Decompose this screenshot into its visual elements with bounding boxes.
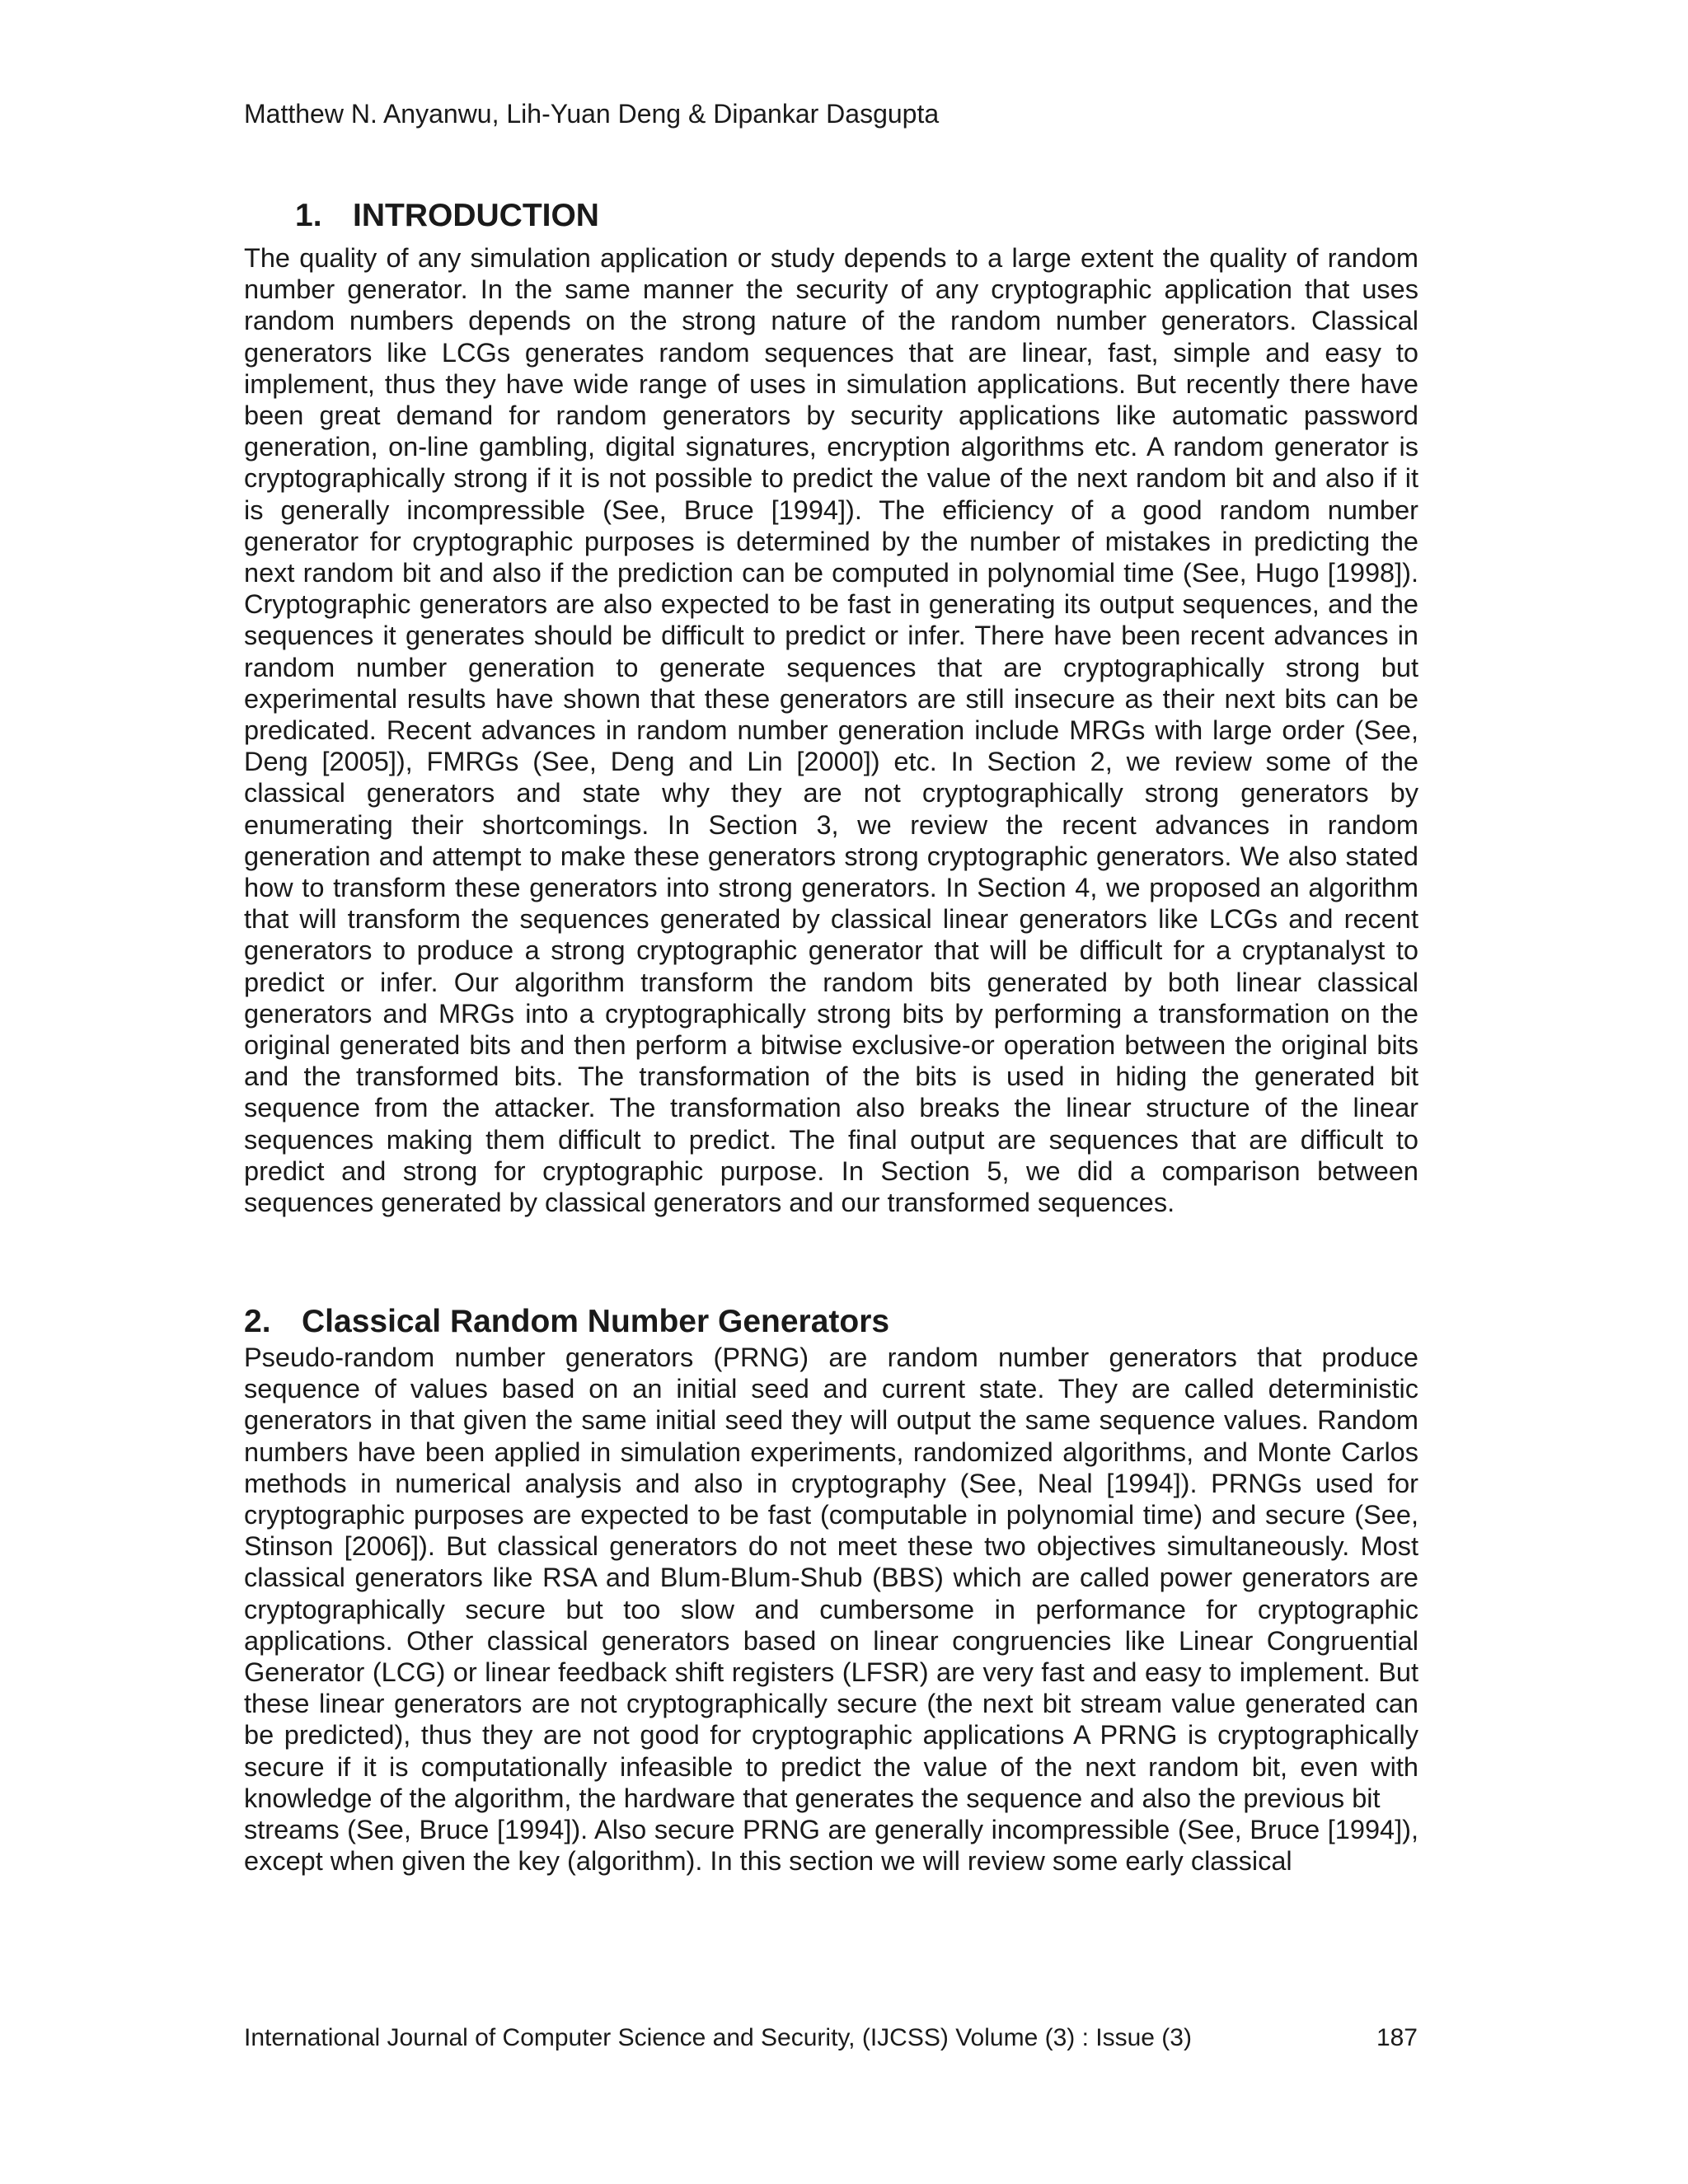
section-2-title: Classical Random Number Generators xyxy=(302,1304,890,1339)
footer-journal-info: International Journal of Computer Science and Security, (IJCSS) Volume (3) : Issue (3) xyxy=(244,2024,1192,2051)
section-2-paragraph: Pseudo-random number generators (PRNG) are random number generators that produce sequence of values based on an initial seed and current state. They are called deterministic generators in that given the same initial seed they will output the same sequence values. Random numbers have been applied in simulation experiments, randomized algorithms, and Monte Carlos methods in numerical analysis and also in cryptography (See, Neal [1994]). PRNGs used for cryptographic purposes are expected to be fast (computable in polynomial time) and secure (See, Stinson [2006]). But classical generators do not meet these two objectives simultaneously. Most classical generators like RSA and Blum-Blum-Shub (BBS) which are called power generators are cryptographically secure but too slow and cumbersome in performance for cryptographic applications. Other classical generators based on linear congruencies like Linear Congruential Generator (LCG) or linear feedback shift registers (LFSR) are very fast and easy to implement. But these linear generators are not cryptographically secure (the next bit stream value generated can be predicted), thus they are not good for cryptographic applications A PRNG is cryptographically secure if it is computationally infeasible to predict the value of the next random bit, even with knowledge of the algorithm, the hardware that generates the sequence and also the previous bit xyxy=(244,1343,1418,1813)
running-header-authors: Matthew N. Anyanwu, Lih-Yuan Deng & Dipankar Dasgupta xyxy=(244,99,940,129)
section-1-paragraph: The quality of any simulation application or study depends to a large extent the quality of random number generator. In the same manner the security of any cryptographic application that uses random numbers depends on the strong nature of the random number generators. Classical generators like LCGs generates random sequences that are linear, fast, simple and easy to implement, thus they have wide range of uses in simulation applications. But recently there have been great demand for random generators by security applications like automatic password generation, on-line gambling, digital signatures, encryption algorithms etc. A random generator is cryptographically strong if it is not possible to predict the value of the next random bit and also if it is generally incompressible (See, Bruce [1994]). The efficiency of a good random number generator for cryptographic purposes is determined by the number of mistakes in predicting the next random bit and also if the prediction can be computed in polynomial time (See, Hugo [1998]). Cryptographic generators are also expected to be fast in generating its output sequences, and the sequences it generates should be difficult to predict or infer. There have been recent advances in random number generation to generate sequences that are cryptographically strong but experimental results have shown that these generators are still insecure as their next bits can be predicated. Recent advances in random number generation include MRGs with large order (See, Deng [2005]), FMRGs (See, Deng and Lin [2000]) etc. In Section 2, we review some of the classical generators and state why they are not cryptographically strong generators by enumerating their shortcomings. In Section 3, we review the recent advances in random generation and attempt to make these generators strong cryptographic generators. We also stated how to transform these generators into strong generators. In Section 4, we proposed an algorithm that will transform the sequences generated by classical linear generators like LCGs and recent generators to produce a strong cryptographic generator that will be difficult for a cryptanalyst to predict or infer. Our algorithm transform the random bits generated by both linear classical generators and MRGs into a cryptographically strong bits by performing a transformation on the original generated bits and then perform a bitwise exclusive-or operation between the original bits and the transformed bits. The transformation of the bits is used in hiding the generated bit sequence from the attacker. The transformation also breaks the linear structure of the linear sequences making them difficult to predict. The final output are sequences that are difficult to predict and strong for cryptographic purpose. In Section 5, we did a comparison between sequences generated by classical generators and our transformed sequences. xyxy=(244,243,1418,1218)
section-1-number: 1. xyxy=(295,198,322,233)
section-2-heading xyxy=(244,1303,889,1341)
section-1-heading xyxy=(295,197,599,235)
section-2-number: 2. xyxy=(244,1304,271,1339)
section-1-title: INTRODUCTION xyxy=(353,198,599,233)
section-2-paragraph-continued: streams (See, Bruce [1994]). Also secure PRNG are generally incompressible (See, Bruce [1994]), except when given the key (algorithm). In this section we will review some early classical xyxy=(244,1815,1418,1877)
footer-page-number: 187 xyxy=(1376,2024,1418,2051)
